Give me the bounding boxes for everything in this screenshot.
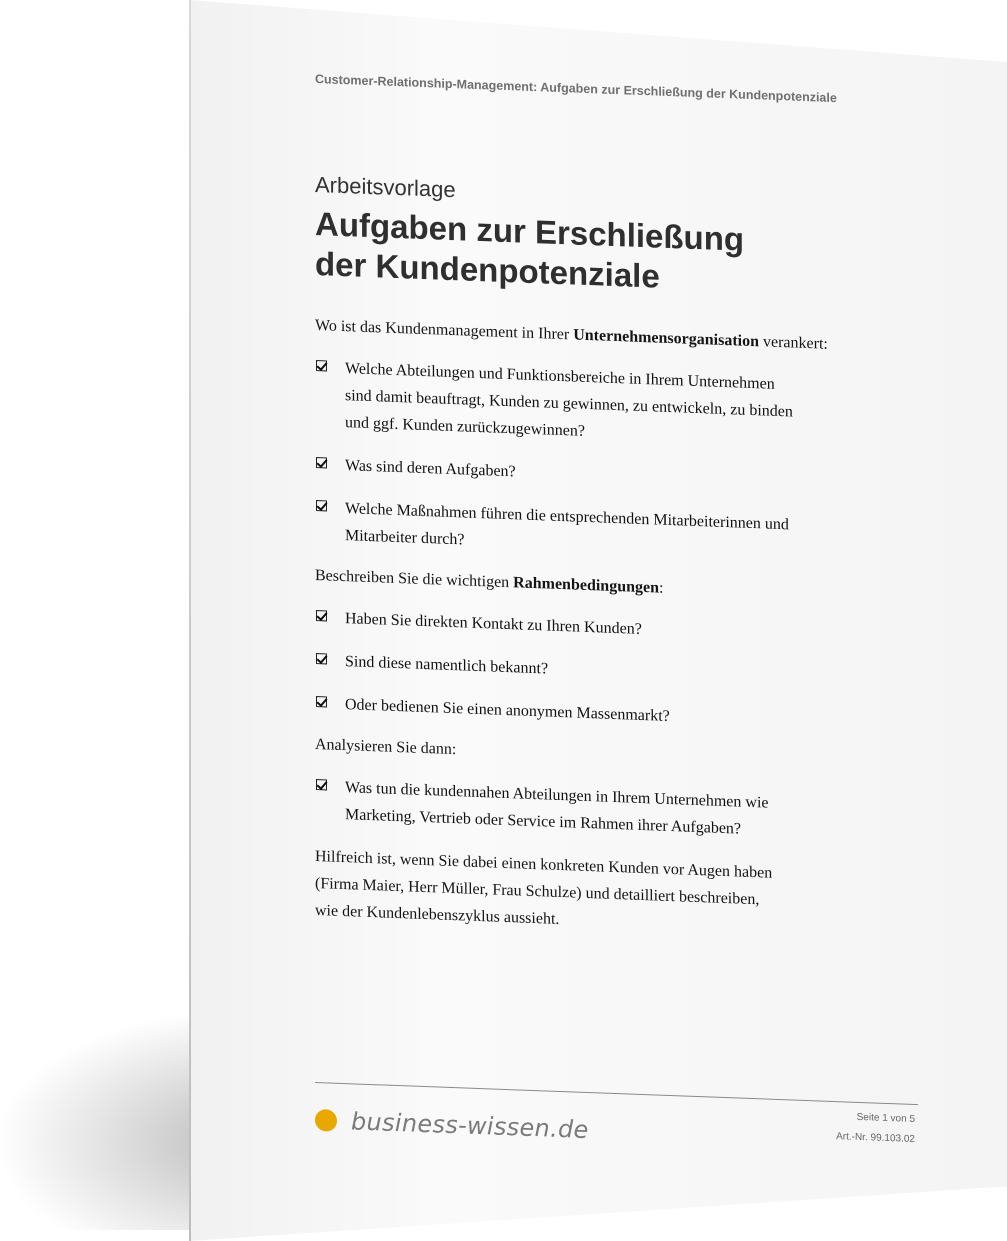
checkbox-icon (316, 500, 327, 511)
title-line-2: der Kundenpotenziale (315, 245, 660, 295)
page-content (315, 72, 915, 946)
checkbox-icon (316, 457, 327, 468)
logo-dot-icon (315, 1109, 337, 1132)
list-item-text: Welche Abteilungen und Funktionsbereiche in Ihrem Unternehmen sind damit beauftragt, Kunden zu gewinnen, zu entwickeln, zu binden und ggf. Kunden zurückzugewinnen? (345, 360, 793, 440)
list-item (315, 690, 795, 735)
article-number: Art.-Nr. 99.103.02 (836, 1131, 915, 1146)
section2-text: Beschreiben Sie die wichtigen (315, 567, 514, 592)
closing-paragraph: Hilfreich ist, wenn Sie dabei einen konkreten Kunden vor Augen haben (Firma Maier, Herr Müller, Frau Schulze) und detailliert beschreiben, wie der Kundenlebenszyklus aussieht. (315, 848, 773, 928)
section1-checklist (315, 354, 915, 570)
intro-text: Wo ist das Kundenmanagement in Ihrer (315, 317, 574, 344)
document-subtitle: Arbeitsvorlage (315, 172, 456, 203)
footer-meta (836, 1107, 915, 1150)
section3-checklist (315, 773, 915, 849)
list-item (315, 494, 795, 566)
running-header: Customer-Relationship-Management: Aufgaben zur Erschließung der Kundenpotenziale (315, 72, 837, 106)
section2-intro (315, 564, 915, 610)
checkbox-icon (316, 360, 327, 371)
checkbox-icon (316, 779, 327, 790)
title-line-1: Aufgaben zur Erschließung (315, 205, 745, 258)
list-item (315, 604, 795, 649)
list-item-text: Was sind deren Aufgaben? (345, 457, 516, 481)
list-item (315, 647, 795, 692)
list-item-text: Haben Sie direkten Kontakt zu Ihren Kunden? (345, 610, 642, 638)
checkbox-icon (316, 610, 327, 621)
checkbox-icon (316, 696, 327, 707)
list-item-text: Oder bedienen Sie einen anonymen Massenmarkt? (345, 696, 670, 726)
document-title (315, 204, 915, 306)
list-item (315, 773, 795, 845)
section3-intro: Analysieren Sie dann: (315, 736, 457, 759)
list-item-text: Welche Maßnahmen führen die entsprechenden Mitarbeiterinnen und Mitarbeiter durch? (345, 500, 789, 549)
intro-text-end: verankert: (758, 333, 828, 353)
list-item (315, 451, 795, 496)
list-item (315, 354, 795, 453)
section2-text-end: : (659, 579, 664, 597)
section2-bold: Rahmenbedingungen (513, 574, 659, 597)
list-item-text: Sind diese namentlich bekannt? (345, 653, 549, 678)
section2-checklist (315, 604, 915, 739)
checkbox-icon (316, 653, 327, 664)
page-number: Seite 1 von 5 (856, 1111, 915, 1126)
logo-wordmark: business-wissen.de (351, 1107, 589, 1145)
list-item-text: Was tun die kundennahen Abteilungen in Ihrem Unternehmen wie Marketing, Vertrieb oder Service im Rahmen ihrer Aufgaben? (345, 779, 769, 838)
page-edge (189, 0, 191, 1241)
intro-paragraph (315, 314, 915, 360)
intro-bold: Unternehmensorganisation (573, 326, 759, 351)
